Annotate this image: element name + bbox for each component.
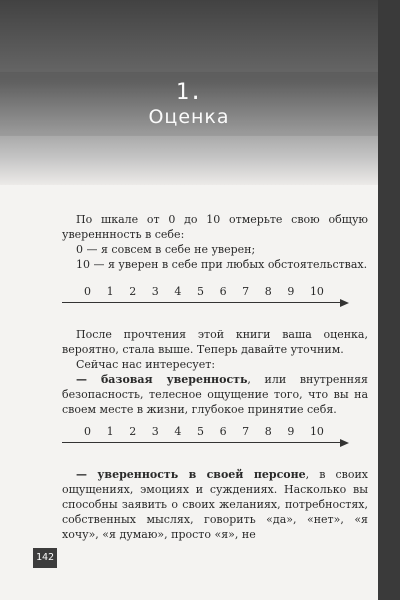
scale-numbers [84,285,324,298]
chapter-number: 1. [175,80,203,105]
scale-tick: 6 [219,285,227,298]
scale-tick: 4 [174,285,182,298]
arrow-right-icon [340,439,349,447]
basic-confidence-term: — базовая уверенность [76,373,248,386]
scale-tick: 5 [196,285,204,298]
scale-tick: 3 [151,285,159,298]
scale-tick: 8 [264,425,272,438]
page-number: 142 [33,548,57,568]
interest-text: Сейчас нас интересует: [76,358,216,371]
scale-tick: 7 [242,425,250,438]
chapter-title: Оценка [148,106,230,128]
paragraph-basic-confidence [62,327,368,417]
scale-tick: 3 [151,425,159,438]
arrow-right-icon [340,299,349,307]
paragraph-persona-confidence [62,467,368,542]
persona-confidence-term: — уверенность в своей персоне [76,468,306,481]
scale-line [62,442,344,443]
scale-tick: 0 [84,285,91,298]
paragraph-intro [62,212,368,272]
scale-tick: 2 [129,425,137,438]
book-spine [378,0,400,600]
rating-scale-2 [62,425,352,447]
scale-tick: 6 [219,425,227,438]
scale-tick: 0 [84,425,91,438]
scale-numbers [84,425,324,438]
basic-confidence-desc: , или внутренняя безопасность, телесное ощущение того, что вы на своем месте в жизни, глубокое принятие себя. [62,373,368,416]
scale-tick: 9 [287,285,295,298]
basic-confidence-text [62,372,368,417]
scale-tick: 1 [106,285,114,298]
persona-confidence-text [62,467,368,542]
scale-tick: 10 [309,285,324,298]
scale-line [62,302,344,303]
chapter-header [0,0,378,185]
scale-tick: 5 [196,425,204,438]
after-reading-text: После прочтения этой книги ваша оценка, вероятно, стала выше. Теперь давайте уточним. [62,328,368,356]
scale-tick: 9 [287,425,295,438]
intro-line: 10 — я уверен в себе при любых обстоятельствах. [76,258,368,271]
scale-tick: 1 [106,425,114,438]
intro-line: По шкале от 0 до 10 отмерьте свою общую увереннность в себе: [62,213,368,241]
persona-confidence-desc: , в своих ощущениях, эмоциях и суждениях. Насколько вы способны заявить о своих желаниях, потребностях, собственных мыслях, говорить «да», «нет», «я хочу», «я думаю», просто «я», не [62,468,368,541]
scale-tick: 8 [264,285,272,298]
scale-tick: 2 [129,285,137,298]
scale-tick: 10 [309,425,324,438]
rating-scale-1 [62,285,352,307]
scale-tick: 7 [242,285,250,298]
scale-tick: 4 [174,425,182,438]
intro-line: 0 — я совсем в себе не уверен; [76,243,256,256]
